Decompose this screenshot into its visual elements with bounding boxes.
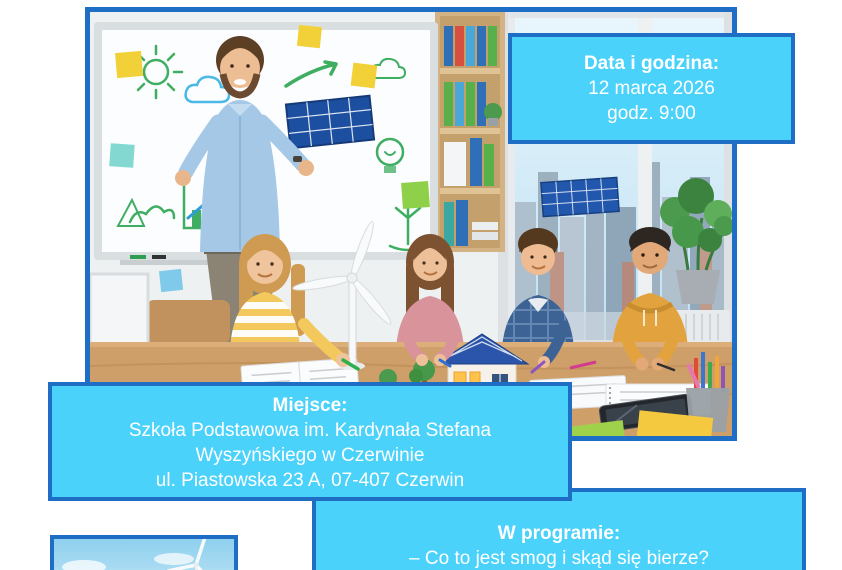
place-line-1: Szkoła Podstawowa im. Kardynała Stefana (128, 420, 492, 441)
date-time-title: Data i godzina: (583, 53, 720, 74)
place-title: Miejsce: (272, 395, 348, 416)
wind-turbines-photo (50, 535, 238, 570)
wind-turbines-illustration (54, 539, 234, 570)
bookshelf (435, 12, 505, 252)
place-line-3: ul. Piastowska 23 A, 07-407 Czerwin (155, 470, 465, 491)
time-line: godz. 9:00 (607, 103, 696, 124)
rooftop-solar-panels (541, 177, 619, 216)
program-line-1: – Co to jest smog i skąd się bierze? (409, 548, 709, 569)
place-line-2: Wyszyńskiego w Czerwinie (195, 445, 425, 466)
program-title: W programie: (497, 523, 621, 544)
date-time-box (508, 33, 795, 144)
solar-panel-drawing (286, 96, 374, 149)
chair (146, 300, 230, 344)
date-line: 12 marca 2026 (588, 78, 715, 99)
place-box (48, 382, 572, 501)
